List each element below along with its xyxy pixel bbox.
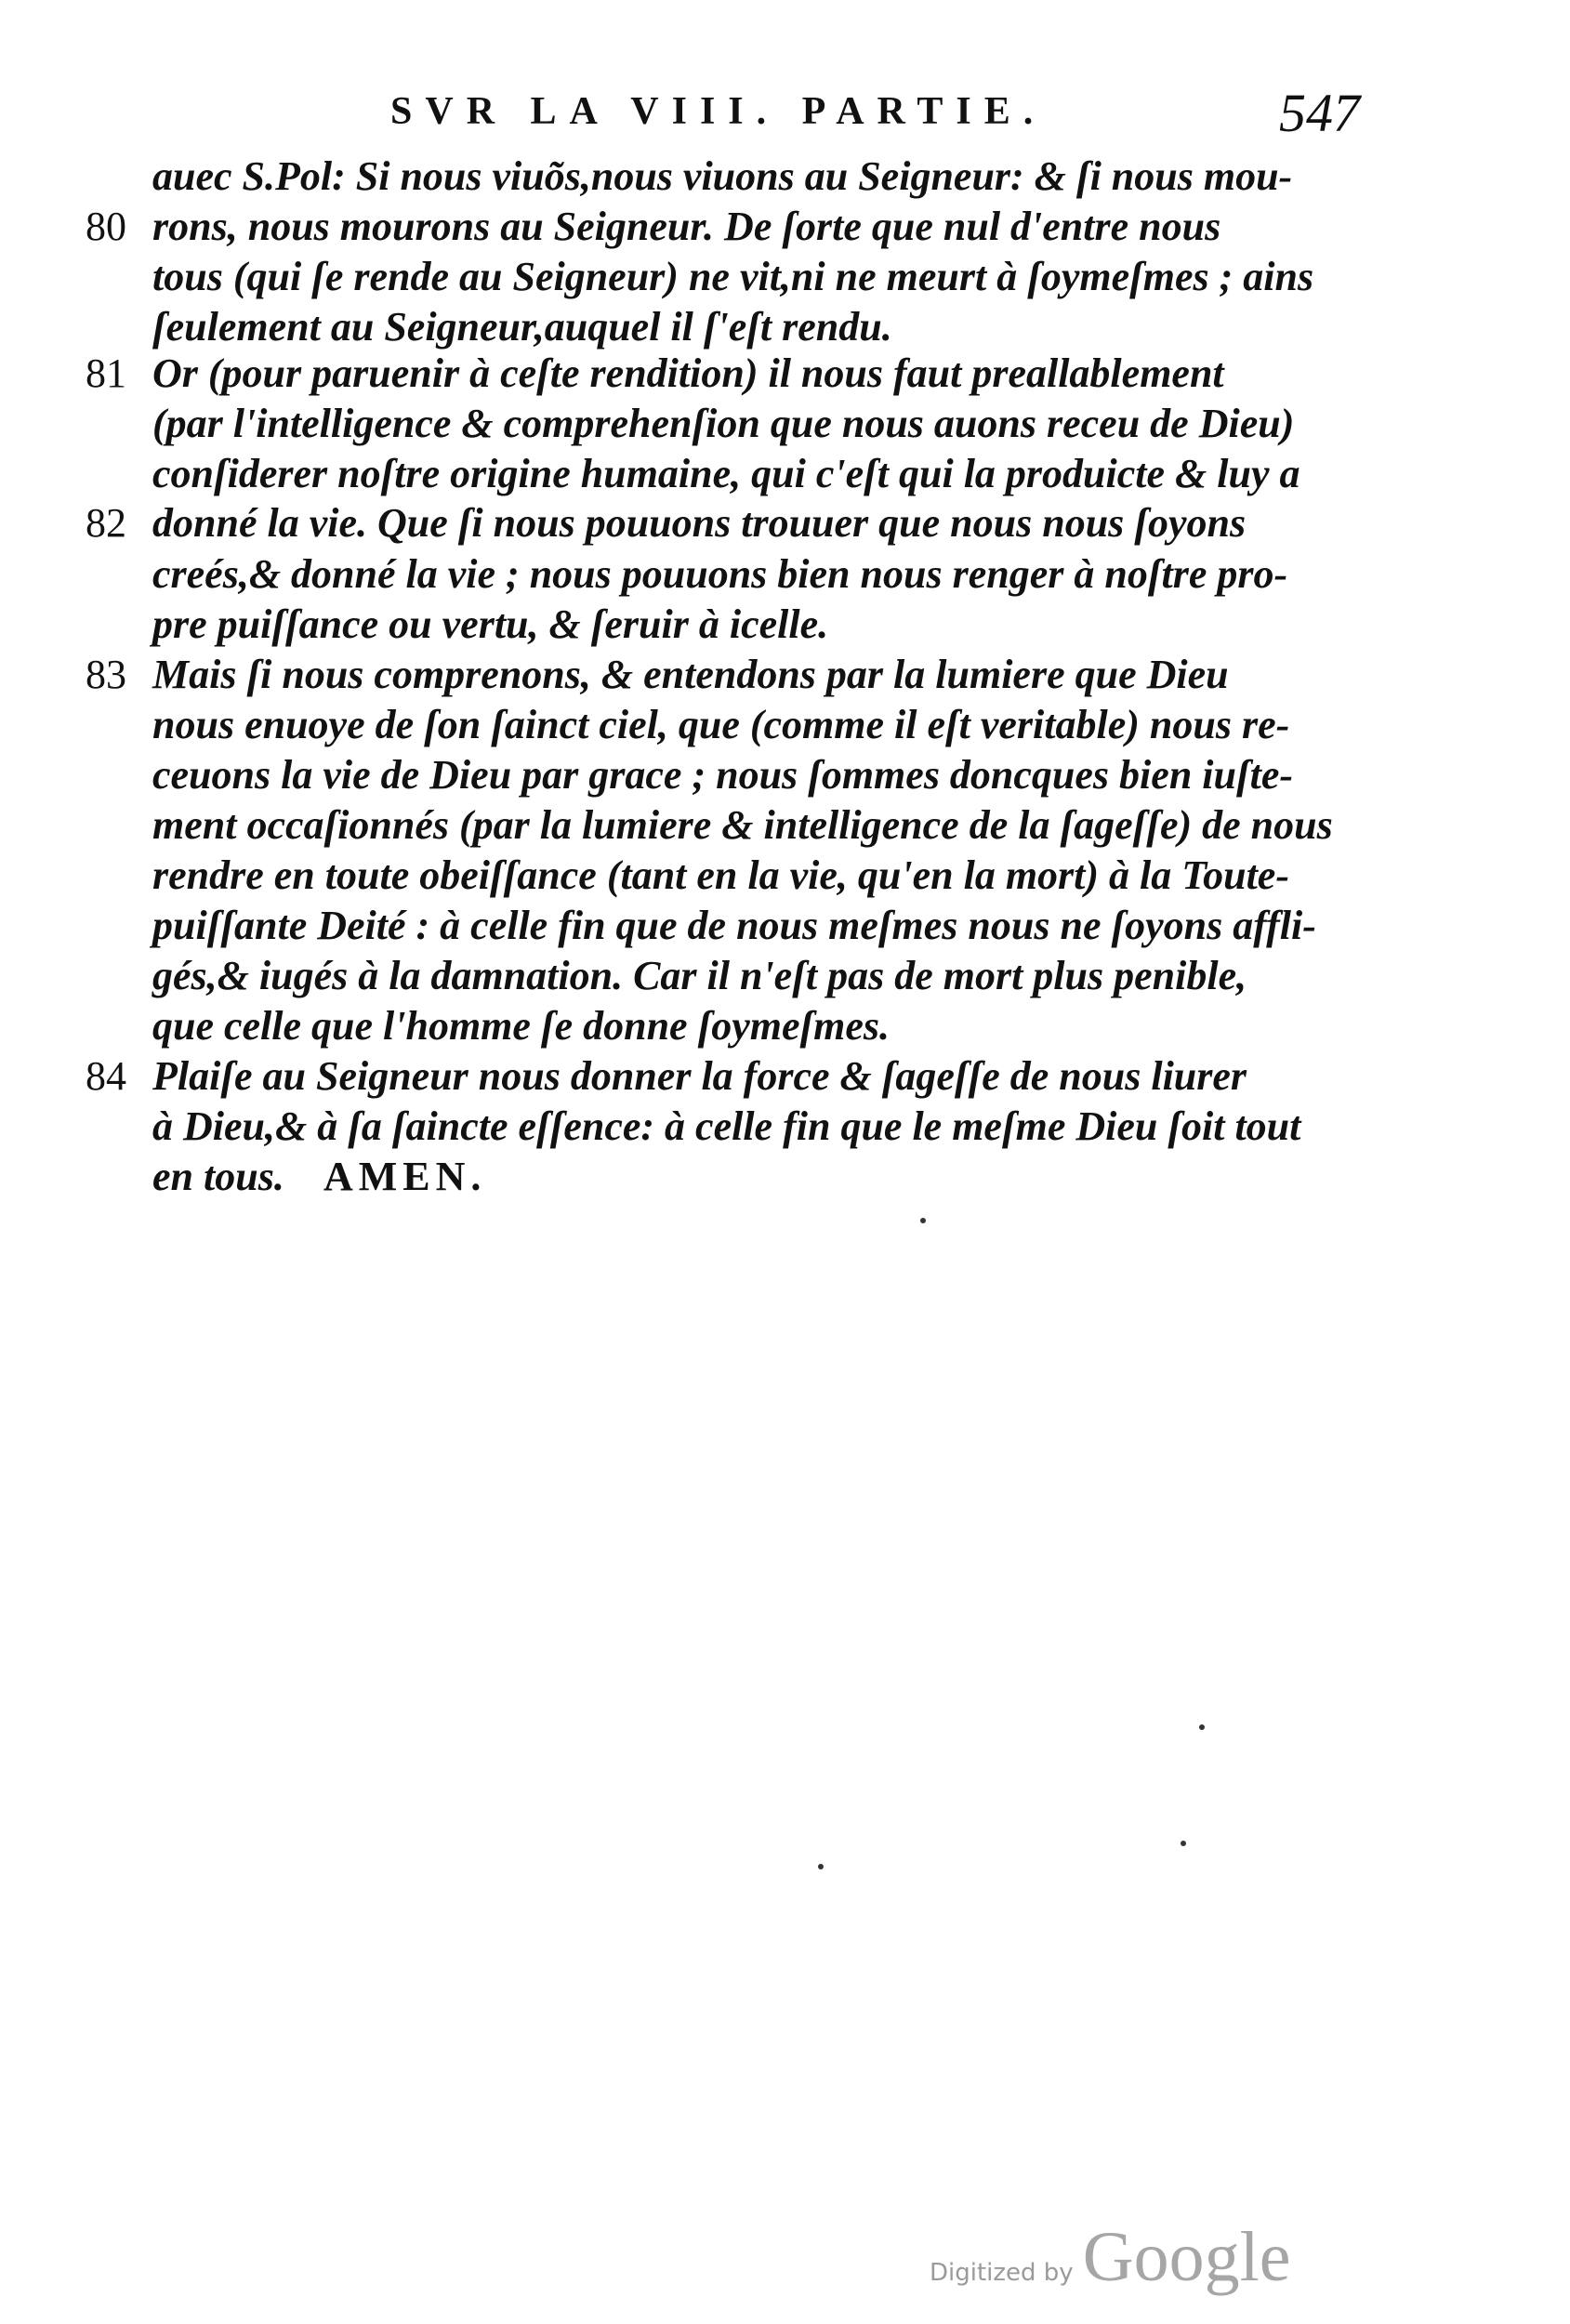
text-line: conſiderer noſtre origine humaine, qui c'eſt qui la produicte & luy a <box>152 451 1300 496</box>
text-line: à Dieu,& à ſa ſaincte eſſence: à celle fin que le meſme Dieu ſoit tout <box>152 1103 1301 1149</box>
text-line: que celle que l'homme ſe donne ſoymeſmes. <box>152 1003 891 1049</box>
text-line: en tous. <box>152 1154 284 1199</box>
running-head: SVR LA VIII. PARTIE. <box>390 90 1047 133</box>
text-line: Plaiſe au Seigneur nous donner la force & ſageſſe de nous liurer <box>152 1053 1247 1099</box>
page-number: 547 <box>1279 83 1360 143</box>
text-line: creés,& donné la vie ; nous pouuons bien nous renger à noſtre pro- <box>152 551 1288 597</box>
text-line: pre puiſſance ou vertu, & ſeruir à icelle. <box>152 601 829 647</box>
verse-number: 83 <box>86 652 126 697</box>
text-line: (par l'intelligence & comprehenſion que nous auons receu de Dieu) <box>152 401 1295 446</box>
verse-number: 84 <box>86 1053 126 1099</box>
text-line: auec S.Pol: Si nous viuõs,nous viuons au Seigneur: & ſi nous mou- <box>152 153 1293 199</box>
text-line: Or (pour paruenir à ceſte rendition) il nous faut preallablement <box>152 350 1224 396</box>
text-line: gés,& iugés à la damnation. Car il n'eſt pas de mort plus penible, <box>152 953 1247 998</box>
closing-amen: AMEN. <box>323 1154 487 1199</box>
text-line: ment occaſionnés (par la lumiere & intelligence de la ſageſſe) de nous <box>152 802 1333 848</box>
text-line: puiſſante Deité : à celle fin que de nous meſmes nous ne ſoyons affli- <box>152 903 1316 948</box>
scan-speck <box>818 1864 824 1869</box>
text-line: ceuons la vie de Dieu par grace ; nous ſommes doncques bien iuſte- <box>152 752 1294 798</box>
text-line: rons, nous mourons au Seigneur. De ſorte que nul d'entre nous <box>152 204 1221 249</box>
verse-number: 81 <box>86 350 126 396</box>
text-line: tous (qui ſe rende au Seigneur) ne vit,ni ne meurt à ſoymeſmes ; ains <box>152 254 1314 299</box>
google-logo: Google <box>1082 2218 1291 2296</box>
text-line: rendre en toute obeiſſance (tant en la vie, qu'en la mort) à la Toute- <box>152 852 1289 898</box>
text-line: Mais ſi nous comprenons, & entendons par la lumiere que Dieu <box>152 652 1229 697</box>
verse-number: 82 <box>86 500 126 546</box>
watermark-label: Digitized by <box>930 2259 1074 2287</box>
text-line: donné la vie. Que ſi nous pouuons trouuer que nous nous ſoyons <box>152 500 1247 546</box>
text-line: ſeulement au Seigneur,auquel il ſ'eſt rendu. <box>152 304 892 350</box>
scan-speck <box>1181 1841 1186 1846</box>
scan-speck <box>920 1218 926 1223</box>
text-line: nous enuoye de ſon ſainct ciel, que (comme il eſt veritable) nous re- <box>152 702 1290 747</box>
digitized-watermark <box>930 2217 1290 2298</box>
scan-speck <box>1199 1724 1205 1730</box>
verse-number: 80 <box>86 204 126 249</box>
